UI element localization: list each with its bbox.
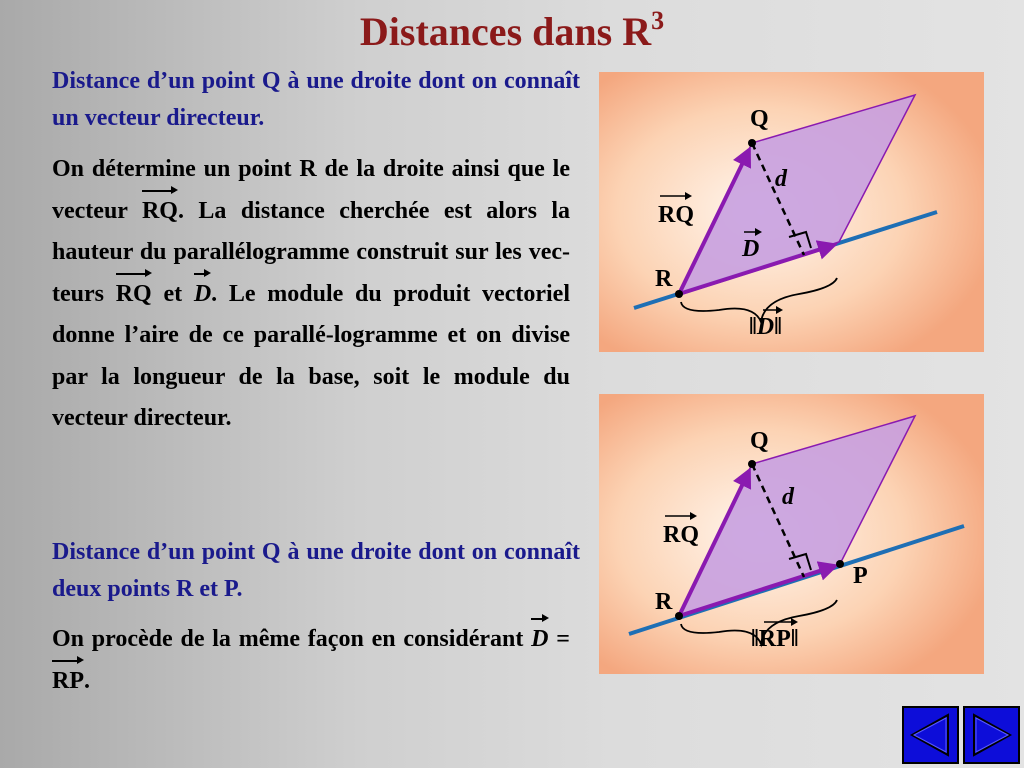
vector-d: D [531, 619, 548, 661]
label-vec-rq: RQ [663, 522, 699, 548]
section1-heading: Distance d’un point Q à une droite dont on connaît un vecteur directeur. [52, 68, 580, 131]
label-p: P [853, 563, 868, 589]
label-q: Q [750, 106, 769, 132]
slide-navigation [902, 706, 1020, 764]
label-vec-rq: RQ [658, 202, 694, 228]
label-d: d [782, 484, 794, 510]
triangle-left-icon [904, 708, 957, 762]
prev-button[interactable] [902, 706, 959, 764]
label-d: d [775, 166, 787, 192]
section1-paragraph: On détermine un point R de la droite ainsi que le vecteur RQ. La distance cherchée est alors la hauteur du parallélogramme construit sur les vec-teurs RQ et D. Le module du produit vectoriel donne l’aire de ce parallé-logramme et on divise par la longueur de la base, soit le module du vecteur directeur. [52, 156, 571, 431]
vector-rq: RQ [142, 191, 178, 233]
point-p [836, 560, 844, 568]
section2-heading-block [52, 534, 580, 608]
label-norm-rp: ‖RP‖ [751, 626, 799, 652]
vector-rq: RQ [116, 274, 152, 316]
point-q [748, 139, 756, 147]
label-r: R [655, 266, 673, 292]
figure-parallelogram-2 [599, 394, 984, 674]
vector-rp: RP [52, 661, 84, 703]
point-r [675, 290, 683, 298]
section1-heading-block [52, 63, 580, 137]
slide-title: Distances dans $R^3$ [359, 6, 665, 54]
section2-paragraph: On procède de la même façon en considérant D = RP. [52, 619, 570, 702]
section2-body [52, 619, 570, 702]
triangle-right-icon [965, 708, 1018, 762]
next-button[interactable] [963, 706, 1020, 764]
label-r: R [655, 589, 673, 615]
label-q: Q [750, 428, 769, 454]
section1-body [52, 149, 570, 440]
label-vec-d: D [742, 236, 760, 262]
figure-parallelogram-1 [599, 72, 984, 352]
point-r [675, 612, 683, 620]
point-q [748, 460, 756, 468]
vector-d: D [194, 274, 211, 316]
label-norm-d: ‖D‖ [749, 314, 782, 340]
section2-heading: Distance d’un point Q à une droite dont on connaît deux points R et P. [52, 539, 580, 602]
